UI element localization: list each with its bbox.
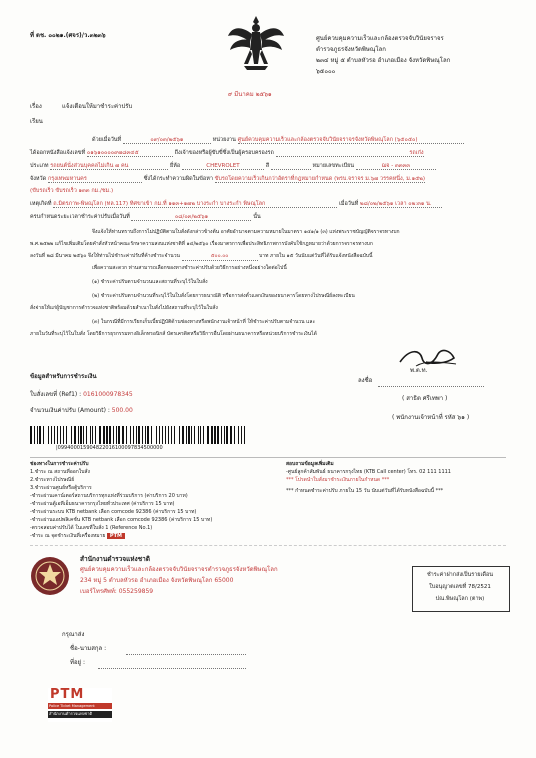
channels-heading: ช่องทางในการชำระค่าปรับ <box>30 461 89 467</box>
barcode-bar <box>48 426 49 444</box>
ptm-logo-text: PTM <box>50 687 85 702</box>
mailer-phone <box>80 589 153 596</box>
payment-heading: ข้อมูลสำหรับการชำระเงิน <box>30 373 97 380</box>
payment-barcode <box>30 426 330 444</box>
barcode-bar <box>224 426 225 444</box>
barcode-bar <box>151 426 152 444</box>
body-text: นั้น <box>253 214 261 220</box>
barcode-bar <box>186 426 187 444</box>
notice-number: ๐๑๖๑๐๐๐๐๙๗๘๓๔๕ <box>87 150 173 157</box>
officer-rank: พ.ต.ท. <box>410 367 428 374</box>
body-paragraph-line: พ.ศ.๒๕๒๒ แก้ไขเพิ่มเติมโดยคำสั่งหัวหน้าคณะรักษาความสงบแห่งชาติที่ ๑๔/๒๕๖๐ เรื่องมาตรการเพื่อประสิทธิภาพการบังคับใช้กฎหมายว่าด้วยการจราจรทางบก <box>30 241 373 247</box>
barcode-bar <box>71 426 72 444</box>
barcode-bar <box>162 426 163 444</box>
body-text: ลงวันที่ ๒๘ มีนาคม ๒๕๖๐ จึงให้ท่านไปชำระค่าปรับที่ค้างชำระจำนวน <box>30 253 180 259</box>
body-text: ประเภท <box>30 163 49 169</box>
barcode-bar <box>116 426 117 444</box>
barcode-bar <box>138 426 140 444</box>
body-text: ครบกำหนดระยะเวลาชำระค่าปรับเมื่อวันที่ <box>30 214 130 220</box>
barcode-bar <box>171 426 172 444</box>
channel-item: 2.ชำระทางไปรษณีย์ <box>30 477 75 483</box>
barcode-bar <box>214 426 216 444</box>
fine-amount: ๕๐๐.๐๐ <box>182 254 258 261</box>
signature-line <box>378 386 484 387</box>
barcode-bar <box>230 426 232 444</box>
mailer-line: 234 หมู่ 5 ตำบลหัวรอ อำเภอเมือง จังหวัดพิษณุโลก 65000 <box>80 577 234 584</box>
barcode-bar <box>198 426 199 444</box>
ptm-logo <box>48 688 112 722</box>
signature-mark <box>396 344 460 370</box>
barcode-bar <box>194 426 195 444</box>
barcode-bar <box>226 426 228 444</box>
officer-role: ( พนักงานเจ้าหน้าที่ รหัส ๖๑ ) <box>392 414 470 421</box>
payment-amount <box>30 408 133 415</box>
barcode-bar <box>34 426 35 444</box>
recipient-label: ที่อยู่ : <box>70 659 86 666</box>
payment-option-2-cont: สั่งจ่ายให้แก่ผู้บัญชาการตำรวจแห่งชาติพร้อมด้วยสำเนาใบสั่งไปยังสถานที่ระบุไว้ในใบสั่ง <box>30 305 218 311</box>
ptm-logo-caption: สำนักงานตำรวจแห่งชาติ <box>48 711 112 718</box>
vehicle-category: รถเก๋ง <box>276 150 424 157</box>
due-date: ๐๘/๐๓/๒๕๖๑ <box>131 214 251 221</box>
body-line-7 <box>30 214 261 221</box>
barcode-bar <box>63 426 64 444</box>
barcode-bar <box>74 426 76 444</box>
payment-option-2: (๒) ชำระค่าปรับตามจำนวนที่ระบุไว้ในใบสั่งโดยการธนาณัติ หรือการส่งตั๋วแลกเงินของธนาคารโดยทางไปรษณีย์ลงทะเบียน <box>92 293 355 299</box>
body-text: ด้วยเมื่อวันที่ <box>92 137 122 143</box>
subject-text: แจ้งเตือนให้มาชำระค่าปรับ <box>62 103 133 110</box>
barcode-bar <box>200 426 201 444</box>
postage-line: ชำระค่าฝากส่งเป็นรายเดือน <box>426 572 494 578</box>
mailer-phone-text: เบอร์โทรศัพท์: 055259859 <box>80 588 154 595</box>
vehicle-brand: CHEVROLET <box>182 163 264 170</box>
reference-number: ที่ ตช. ๐๐๒๑.(ศจร)/ว.๓๒๓๖ <box>30 32 106 39</box>
barcode-bar <box>207 426 209 444</box>
offense-datetime: ๒๘/๐๒/๒๕๖๑ เวลา ๐๒:๓๑ น. <box>360 201 442 208</box>
issuing-agency: ศูนย์ควบคุมความเร็วและกล้องตรวจจับวินัยจราจรจังหวัดพิษณุโลก (๖๕๐๕๐) <box>238 137 464 144</box>
offense-charge: ขับรถโดยความเร็วเกินกว่าอัตราที่กฎหมายกำหนด (พรบ.จราจร ม.๖๗ วรรคหนึ่ง, ม.๑๕๒) <box>214 176 426 182</box>
garuda-emblem-icon <box>226 12 286 80</box>
body-text: เมื่อวันที่ <box>338 201 359 207</box>
channel-item: 1.ชำระ ณ สถานที่ออกใบสั่ง <box>30 469 90 475</box>
barcode-bar <box>90 426 91 444</box>
body-text: สี <box>265 163 270 169</box>
channel-item: 3.ชำระผ่านศูนย์หรือตู้บริการ <box>30 485 92 491</box>
mailer-org: สำนักงานตำรวจแห่งชาติ <box>80 555 151 563</box>
recipient-address-line <box>98 668 246 669</box>
subject-label: เรื่อง <box>30 103 42 110</box>
barcode-bar <box>122 426 124 444</box>
barcode-bar <box>30 426 32 444</box>
barcode-bar <box>221 426 222 444</box>
amount-value: 500.00 <box>111 407 133 414</box>
body-line-3 <box>30 163 436 170</box>
inquiry-heading: สอบถามข้อมูลเพิ่มเติม <box>286 461 334 467</box>
recipient-label: ชื่อ-นามสกุล : <box>70 645 107 652</box>
body-text: จังหวัด <box>30 176 47 182</box>
postage-line: ใบอนุญาตเลขที่ 78/2521 <box>429 584 491 590</box>
barcode-bar <box>86 426 87 444</box>
barcode-bar <box>191 426 192 444</box>
barcode-bar <box>179 426 180 444</box>
barcode-bar <box>80 426 82 444</box>
barcode-bar <box>95 426 96 444</box>
barcode-bar <box>211 426 213 444</box>
barcode-bar <box>156 426 157 444</box>
plate-province: กรุงเทพมหานคร <box>48 176 142 183</box>
barcode-bar <box>241 426 242 444</box>
barcode-bar <box>43 426 44 444</box>
office-line-3: ๒๓๔ หมู่ ๕ ตำบลหัวรอ อำเภอเมือง จังหวัดพิษณุโลก <box>316 57 451 64</box>
police-seal-icon <box>30 556 70 596</box>
ptm-badge: PTM <box>107 533 125 539</box>
channel-item: -ชำระผ่านเคาน์เตอร์สถานบริการทุกแห่งที่ร่วมบริการ (ค่าบริการ 20 บาท) <box>30 493 188 499</box>
postage-line: ปณ.พิษณุโลก (ตาพ) <box>435 596 485 602</box>
body-text: เหตุเกิดที่ <box>30 201 52 207</box>
payment-ref <box>30 392 133 399</box>
barcode-bar <box>126 426 127 444</box>
barcode-bar <box>109 426 111 444</box>
barcode-bar <box>66 426 67 444</box>
letter-date: ๙ มีนาคม ๒๕๖๑ <box>228 91 272 98</box>
body-text: ถึงเจ้าของหรือผู้ขับขี่ซึ่งเป็นผู้ครอบครองรถ <box>174 150 274 156</box>
barcode-bar <box>145 426 146 444</box>
amount-label: จำนวนเงินค่าปรับ (Amount) : <box>30 407 110 414</box>
payment-option-3: (๓) ในกรณีที่มีการเรียกเก็บเบี้ยปฏิบัติด้านช่องทางหรือพนักงานเจ้าหน้าที่ ให้ชำระค่าปรับตามจำนวน และ <box>92 319 316 325</box>
barcode-bar <box>78 426 79 444</box>
inquiry-line: *** กำหนดชำระค่าปรับ ภายใน 15 วัน นับแต่วันที่ได้รับหนังสือฉบับนี้ *** <box>286 488 444 494</box>
barcode-bar <box>106 426 108 444</box>
fold-line <box>30 545 506 546</box>
body-text: บาท ภายใน ๑๕ วันนับแต่วันที่ได้รับแจ้งหนังสือฉบับนี้ <box>259 253 373 259</box>
office-line-2: ตำรวจภูธรจังหวัดพิษณุโลก <box>316 46 386 53</box>
inquiry-line: *** โปรดนำใบสั่งมาชำระเงินภายในกำหนด *** <box>286 477 390 483</box>
body-line-4 <box>30 176 425 183</box>
sign-label: ลงชื่อ <box>358 377 373 384</box>
body-text: หน่วยงาน <box>212 137 236 143</box>
barcode-bar <box>238 426 239 444</box>
barcode-number: |099400015904822016100097834500000 <box>56 445 163 451</box>
body-line-1 <box>92 137 464 144</box>
officer-name: ( สาธิต ศรีเทพา ) <box>402 395 448 402</box>
barcode-bar <box>60 426 61 444</box>
barcode-bar <box>51 426 52 444</box>
ref-value: 0161000978345 <box>83 391 133 398</box>
channel-item: -ชำระผ่านแอปพลิเคชั่น KTB netbank เลือก comcode 92386 (ค่าบริการ 15 บาท) <box>30 517 213 523</box>
barcode-bar <box>57 426 58 444</box>
channel-text: -ชำระ ณ จุดชำระเงินที่เครื่องหมาย <box>30 533 106 539</box>
body-text: ซึ่งได้กระทำความผิดในข้อหา <box>143 176 213 182</box>
barcode-bar <box>188 426 190 444</box>
vehicle-type: รถยนต์นั่งส่วนบุคคลไม่เกิน ๗ คน <box>50 163 168 170</box>
recipient-label: กรุณาส่ง <box>62 631 85 638</box>
ptm-logo-sub: Police Ticket Management <box>48 703 112 709</box>
barcode-bar <box>130 426 131 444</box>
channel-item: -ชำระผ่านระบบ KTB netbank เลือก comcode 92386 (ค่าบริการ 15 บาท) <box>30 509 197 515</box>
channel-item-ptm <box>30 534 125 540</box>
fine-amount-line <box>30 254 372 261</box>
office-line-1: ศูนย์ควบคุมความเร็วและกล้องตรวจจับวินัยจราจร <box>316 35 444 42</box>
inquiry-line: -ศูนย์ลูกค้าสัมพันธ์ ธนาคารกรุงไทย (KTB Call center) โทร. 02 111 1111 <box>286 469 451 475</box>
barcode-bar <box>203 426 204 444</box>
body-text: ได้ออกหนังสือแจ้งเลขที่ <box>30 150 86 156</box>
barcode-bar <box>168 426 169 444</box>
barcode-bar <box>182 426 184 444</box>
offense-detail: (ขับรถเร็ว ขับรถเร็ว ๑๓๓ กม./ชม.) <box>30 188 114 194</box>
license-plate: ฌจ - ๓๓๓๓ <box>356 163 436 170</box>
vehicle-color-blank <box>271 163 311 170</box>
barcode-bar <box>147 426 149 444</box>
barcode-bar <box>234 426 235 444</box>
body-paragraph-line: เพื่อความสะดวก ท่านสามารถเลือกของทางชำระค่าปรับด้วยวิธีการอย่างหนึ่งอย่างใดต่อไปนี้ <box>92 265 287 271</box>
payment-option-1: (๑) ชำระค่าปรับตามจำนวนและสถานที่ระบุไว้ในใบสั่ง <box>92 279 208 285</box>
barcode-bar <box>174 426 175 444</box>
barcode-bar <box>136 426 137 444</box>
barcode-bar <box>142 426 143 444</box>
to-label: เรียน <box>30 118 43 125</box>
issue-date: ๐๙/๐๓/๒๕๖๑ <box>123 137 211 144</box>
barcode-bar <box>92 426 93 444</box>
barcode-bar <box>103 426 105 444</box>
body-line-6 <box>30 201 442 208</box>
barcode-bar <box>83 426 84 444</box>
barcode-bar <box>118 426 120 444</box>
ref-label: ใบสั่งเลขที่ (Ref1) : <box>30 391 82 398</box>
body-text: ยี่ห้อ <box>170 163 181 169</box>
recipient-name-line <box>126 654 246 655</box>
body-paragraph-line: จึงแจ้งให้ท่านทราบถึงการไม่ปฏิบัติตามใบสั่งดังกล่าวข้างต้น อาศัยอำนาจตามความหมายในมาตรา ๑๔๑/๑ (๓) แห่งพระราชบัญญัติจราจรทางบก <box>92 229 400 235</box>
barcode-bar <box>244 426 245 444</box>
barcode-bar <box>99 426 101 444</box>
barcode-bar <box>39 426 41 444</box>
offense-location: ถ.มิตรภาพ-พิษณุโลก (ทล.117) ทิศขาเข้า กม.ที่ ๑๑๓+๑๗๒ บางระกำ บางระกำ พิษณุโลก <box>53 201 337 208</box>
barcode-bar <box>217 426 219 444</box>
channel-item: -ตรวจสอบค่าปรับได้ ในเลขที่ใบสั่ง 1 (Reference No.1) <box>30 525 153 531</box>
barcode-bar <box>113 426 114 444</box>
barcode-bar <box>37 426 38 444</box>
mailer-line: ศูนย์ควบคุมความเร็วและกล้องตรวจจับวินัยจราจรตำรวจภูธรจังหวัดพิษณุโลก <box>80 566 278 573</box>
body-text: หมายเลขทะเบียน <box>312 163 355 169</box>
barcode-bar <box>159 426 160 444</box>
barcode-bar <box>133 426 134 444</box>
payment-option-3-cont: ภายในวันที่ระบุไว้ในใบสั่ง โดยวิธีการธุรกรรมทางอิเล็กทรอนิกส์ บัตรเครดิตหรือวิธีการอื่นโดยผ่านธนาคารหรือหน่วยบริการชำระเงินได้ <box>30 331 317 337</box>
divider <box>30 457 506 458</box>
barcode-bar <box>54 426 55 444</box>
barcode-bar <box>165 426 166 444</box>
office-line-4: ๖๕๐๐๐ <box>316 68 336 75</box>
body-line-2 <box>30 150 424 157</box>
channel-item: -ชำระผ่านตู้เอทีเอ็มธนาคารกรุงไทยทั่วประเทศ (ค่าบริการ 15 บาท) <box>30 501 175 507</box>
